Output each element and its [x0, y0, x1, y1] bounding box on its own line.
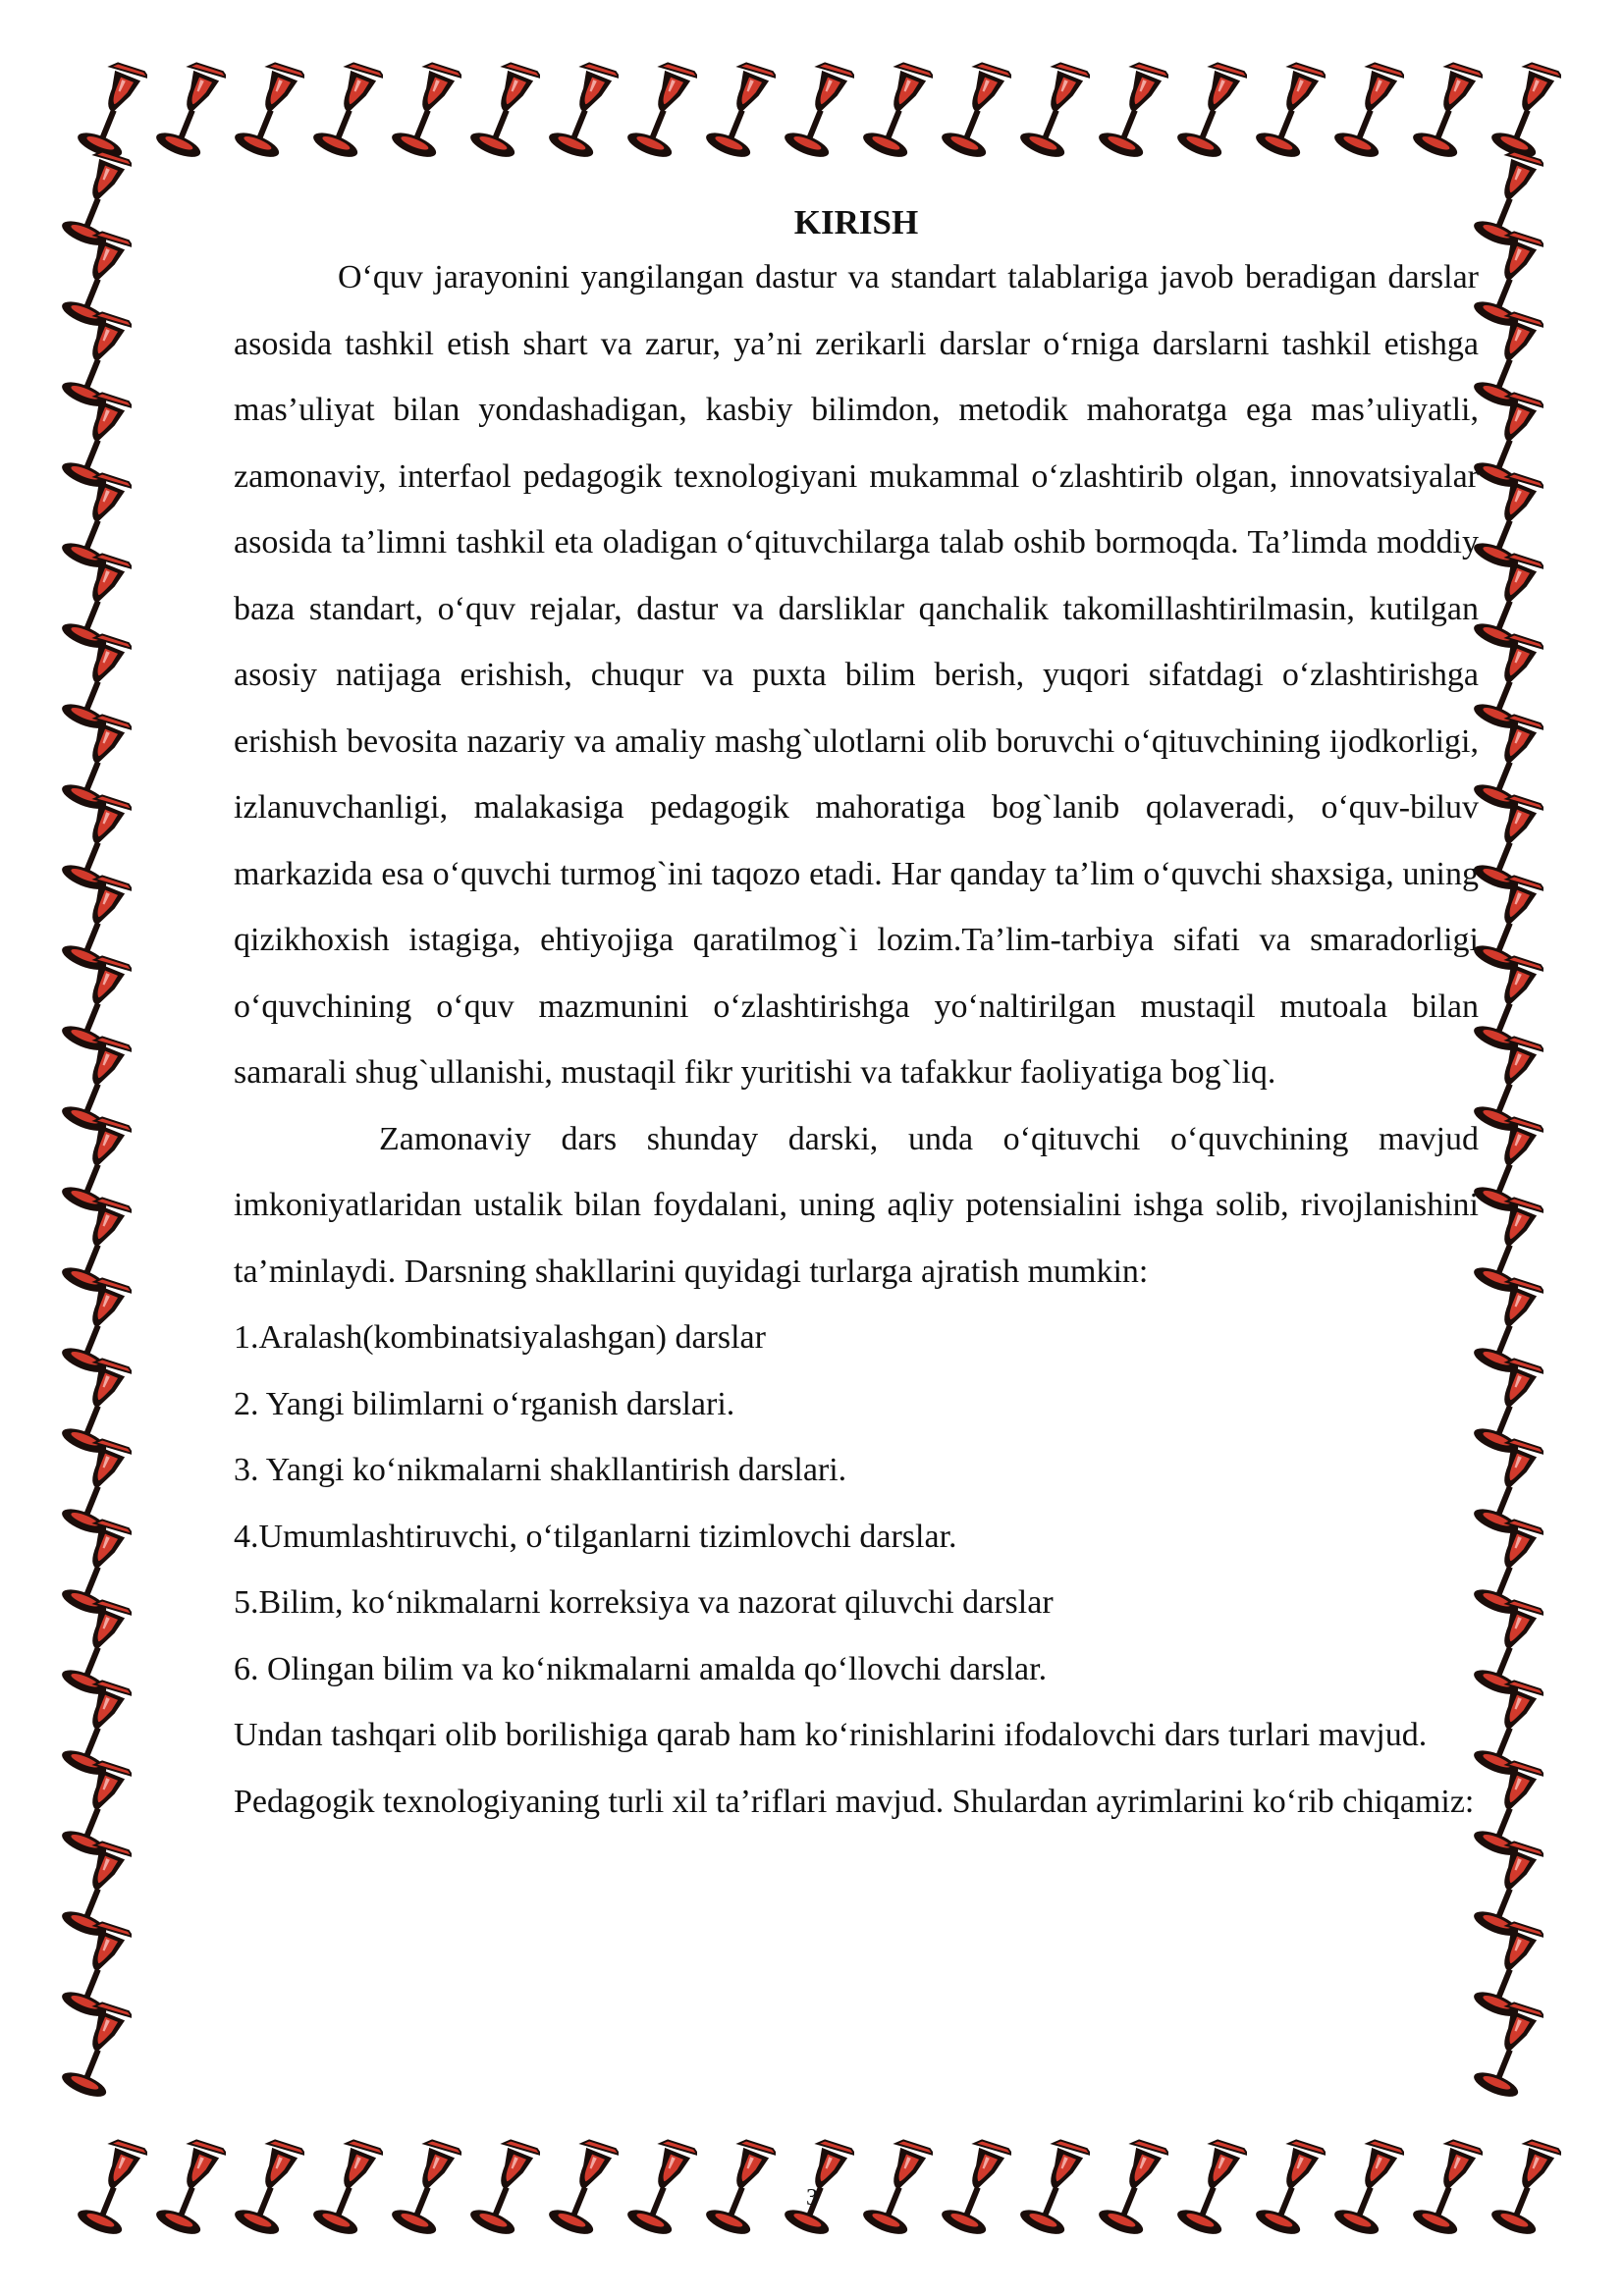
wine-glass-icon	[1176, 61, 1247, 169]
wine-glass-icon	[941, 61, 1011, 169]
lesson-types-paragraph: Undan tashqari olib borilishiga qarab ham ko‘rinishlarini ifodalovchi dars turlari mavjud.	[234, 1717, 1428, 1753]
wine-glass-icon	[312, 61, 383, 169]
wine-glass-icon	[1255, 61, 1326, 169]
definitions-paragraph: Pedagogik texnologiyaning turli xil ta’riflari mavjud. Shulardan ayrimlarini ko‘rib chiqamiz:	[234, 1783, 1475, 1820]
list-item: 3. Yangi ko‘nikmalarni shakllantirish darslari.	[234, 1452, 847, 1488]
page-title: KIRISH	[793, 203, 919, 241]
list-item: 2. Yangi bilimlarni o‘rganish darslari.	[234, 1385, 735, 1422]
wine-glass-icon	[1019, 61, 1090, 169]
wine-glass-icon	[548, 61, 619, 169]
wine-glass-icon	[469, 61, 540, 169]
wine-glass-icon	[705, 61, 776, 169]
list-item: 1.Aralash(kombinatsiyalashgan) darslar	[234, 1319, 766, 1356]
wine-glass-icon	[61, 2001, 132, 2109]
wine-glass-icon	[1473, 2001, 1543, 2109]
list-item: 5.Bilim, ko‘nikmalarni korreksiya va nazorat qiluvchi darslar	[234, 1584, 1054, 1621]
list-item: 6. Olingan bilim va ko‘nikmalarni amalda qo‘llovchi darslar.	[234, 1650, 1048, 1687]
wine-glass-icon	[1333, 61, 1404, 169]
modern-lesson-paragraph: Zamonaviy dars shunday darski, unda o‘qituvchi o‘quvchining mavjud imkoniyatlaridan ustalik bilan foydalani, uning aqliy potensialini ishga solib, rivojlanishini ta’minlaydi. Darsning shakllarini quyidagi turlarga ajratish mumkin:	[234, 1120, 1479, 1290]
wine-glass-icon	[1098, 61, 1168, 169]
wine-glass-icon	[234, 61, 304, 169]
list-item: 4.Umumlashtiruvchi, o‘tilganlarni tizimlovchi darslar.	[234, 1518, 957, 1555]
wine-glass-icon	[391, 61, 461, 169]
wine-glass-icon	[626, 61, 697, 169]
wine-glass-icon	[784, 61, 854, 169]
document-body	[234, 201, 1479, 1835]
wine-glass-icon	[862, 61, 933, 169]
page-number: 3	[806, 2185, 818, 2211]
intro-paragraph: O‘quv jarayonini yangilangan dastur va standart talablariga javob beradigan darslar asosida tashkil etish shart va zarur, ya’ni zerikarli darslar o‘rniga darslarni tashkil etishga mas’uliyat bilan yondashadigan, kasbiy bilimdon, metodik mahoratga ega mas’uliyatli, zamonaviy, interfaol pedagogik texnologiyani mukammal o‘zlashtirib olgan, innovatsiyalar asosida ta’limni tashkil eta oladigan o‘qituvchilarga talab oshib bormoqda. Ta’limda moddiy baza standart, o‘quv rejalar, dastur va darsliklar qanchalik takomillashtirilmasin, kutilgan asosiy natijaga erishish, chuqur va puxta bilim berish, yuqori sifatdagi o‘zlashtirishga erishish bevosita nazariy va amaliy mashg`ulotlarni olib boruvchi o‘qituvchining ijodkorligi, izlanuvchanligi, malakasiga pedagogik mahoratiga bog`lanib qolaveradi, o‘quv-biluv markazida esa o‘quvchi turmog`ini taqozo etadi. Har qanday ta’lim o‘quvchi shaxsiga, uning qizikhoxish istagiga, ehtiyojiga qaratilmog`i lozim.Ta’lim-tarbiya sifati va smaradorligi o‘quvchining o‘quv mazmunini o‘zlashtirishga yo‘naltirilgan mustaqil mutoala bilan samarali shug`ullanishi, mustaqil fikr yuritishi va tafakkur faoliyatiga bog`liq.	[234, 259, 1479, 1091]
wine-glass-icon	[155, 61, 226, 169]
